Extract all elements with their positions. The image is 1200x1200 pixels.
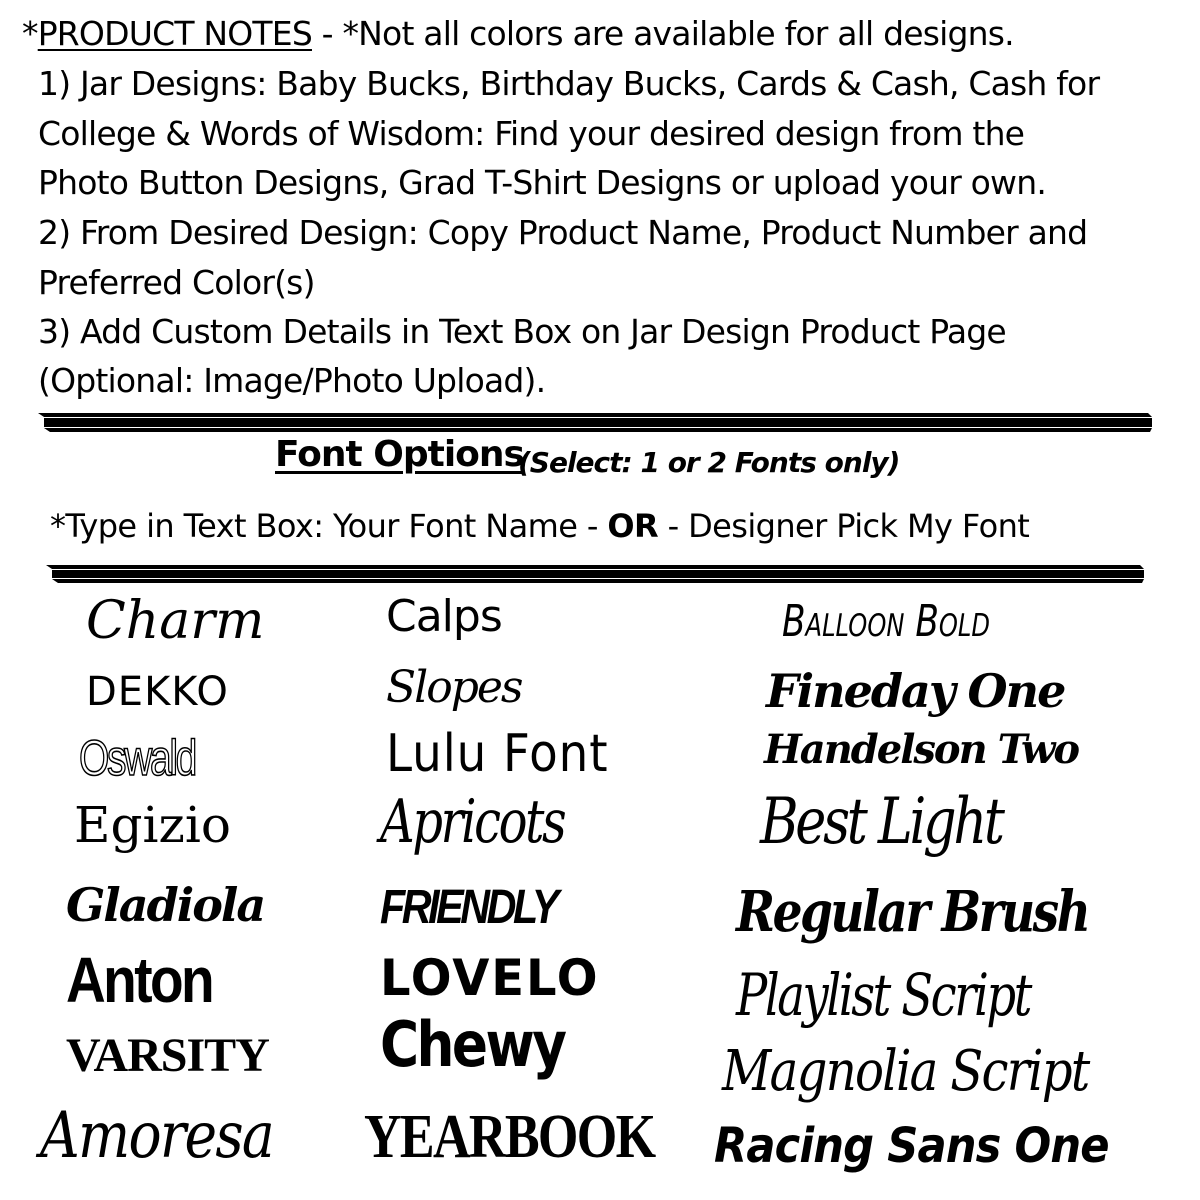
font-sample-gladiola: Gladiola xyxy=(66,878,265,932)
font-sample-handelson-two: Handelson Two xyxy=(764,726,1079,773)
font-instruction xyxy=(50,507,1029,545)
font-sample-fineday-one: Fineday One xyxy=(766,664,1065,718)
notes-heading-label: PRODUCT NOTES xyxy=(37,14,312,53)
notes-line: Preferred Color(s) xyxy=(38,263,315,302)
notes-line: (Optional: Image/Photo Upload). xyxy=(38,361,546,400)
font-options-subtitle: (Select: 1 or 2 Fonts only) xyxy=(518,446,900,479)
notes-heading xyxy=(22,14,1014,54)
font-sample-balloon-bold: Balloon Bold xyxy=(782,596,991,647)
font-instruction-or: OR xyxy=(607,507,659,545)
font-sample-best-light: Best Light xyxy=(760,785,1002,859)
font-sample-lulu: Lulu Font xyxy=(386,724,609,784)
font-instruction-start: *Type in Text Box: Your Font Name - xyxy=(50,507,608,545)
font-sample-playlist-script: Playlist Script xyxy=(736,961,1030,1029)
font-sample-calps: Calps xyxy=(386,591,502,642)
font-sample-anton: Anton xyxy=(66,944,213,1016)
font-sample-yearbook: YEARBOOK xyxy=(364,1103,655,1171)
font-sample-lovelo: LOVELO xyxy=(380,949,600,1007)
font-sample-charm: Charm xyxy=(86,591,265,651)
font-sample-varsity: VARSITY xyxy=(66,1029,269,1082)
font-options-title: Font Options xyxy=(275,434,524,475)
font-sample-racing-sans-one: Racing Sans One xyxy=(714,1118,1109,1174)
font-sample-regular-brush: Regular Brush xyxy=(736,879,1089,945)
bottom-divider xyxy=(46,562,1150,584)
top-divider xyxy=(38,410,1158,434)
font-instruction-end: - Designer Pick My Font xyxy=(658,507,1030,545)
notes-line: Photo Button Designs, Grad T-Shirt Designs or upload your own. xyxy=(38,163,1047,202)
notes-line: 1) Jar Designs: Baby Bucks, Birthday Bucks, Cards & Cash, Cash for xyxy=(38,64,1100,103)
notes-heading-asterisk: * xyxy=(22,14,38,53)
font-sample-egizio: Egizio xyxy=(74,796,231,854)
font-sample-magnolia-script: Magnolia Script xyxy=(722,1039,1089,1104)
font-sample-slopes: Slopes xyxy=(386,662,522,713)
font-sample-oswald: Oswald xyxy=(79,730,196,786)
notes-heading-text: - *Not all colors are available for all designs. xyxy=(311,14,1014,53)
notes-line: College & Words of Wisdom: Find your desired design from the xyxy=(38,114,1025,153)
notes-line: 2) From Desired Design: Copy Product Name, Product Number and xyxy=(38,213,1088,252)
notes-line: 3) Add Custom Details in Text Box on Jar Design Product Page xyxy=(38,312,1006,351)
font-sample-amoresa: Amoresa xyxy=(40,1099,273,1173)
font-sample-chewy: Chewy xyxy=(380,1008,565,1081)
font-sample-apricots: Apricots xyxy=(380,787,565,857)
font-sample-friendly: FRIENDLY xyxy=(380,881,556,934)
font-sample-dekko: DEKKO xyxy=(86,669,229,715)
